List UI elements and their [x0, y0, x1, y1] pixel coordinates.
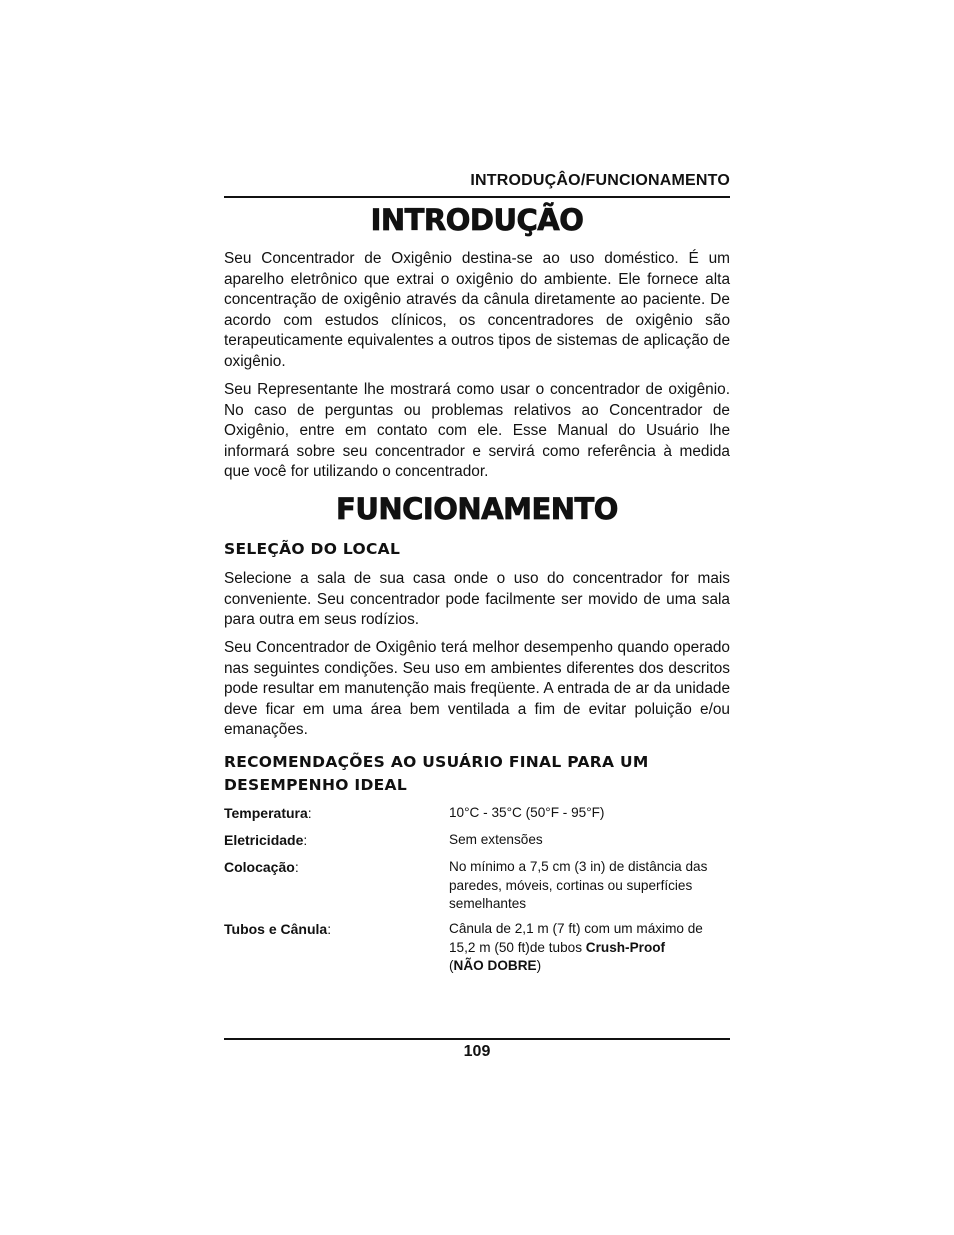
operation-title: FUNCIONAMENTO — [336, 492, 618, 526]
running-head: INTRODUÇÂO/FUNCIONAMENTO — [470, 172, 730, 189]
header-rule — [224, 196, 730, 198]
intro-paragraph-2: Seu Representante lhe mostrará como usar o concentrador de oxigênio. No caso de perguntas ou problemas relativos ao Concentrador de Oxigênio, entre em contato com ele. Esse Manual do Usuário lhe informará sobre seu concentrador e servirá como referência à medida que você for utilizando o concentrador. — [224, 381, 730, 481]
spec-label: Tubos e Cânula: — [224, 921, 332, 937]
spec-value: Sem extensões — [449, 832, 543, 847]
page-number: 109 — [463, 1043, 491, 1060]
location-paragraph-1: Selecione a sala de sua casa onde o uso do concentrador for mais conveniente. Seu concentrador pode facilmente ser movido de uma sala para outra em seus rodízios. — [224, 570, 730, 629]
footer-rule — [224, 1038, 730, 1040]
spec-label: Colocação: — [224, 859, 299, 875]
spec-value: Cânula de 2,1 m (7 ft) com um máximo de 15,2 m (50 ft)de tubos Crush-Proof (NÃO DOBRE) — [449, 921, 703, 974]
recommendations-heading: RECOMENDAÇÕES AO USUÁRIO FINAL PARA UM DESEMPENHO IDEAL — [224, 753, 649, 794]
spec-label: Temperatura: — [224, 805, 312, 821]
spec-value: No mínimo a 7,5 cm (3 in) de distância das paredes, móveis, cortinas ou superfícies semelhantes — [449, 859, 708, 912]
spec-value: 10°C - 35°C (50°F - 95°F) — [449, 805, 605, 820]
introduction-title: INTRODUÇÃO — [370, 203, 584, 237]
intro-paragraph-1: Seu Concentrador de Oxigênio destina-se ao uso doméstico. É um aparelho eletrônico que extrai o oxigênio do ambiente. Ele fornece alta concentração de oxigênio através da cânula diretamente ao paciente. De acordo com estudos clínicos, os concentradores de oxigênio são terapeuticamente equivalentes a outros tipos de sistemas de aplicação de oxigênio. — [224, 250, 730, 370]
spec-label: Eletricidade: — [224, 832, 308, 848]
location-heading: SELEÇÃO DO LOCAL — [224, 540, 401, 558]
location-paragraph-2: Seu Concentrador de Oxigênio terá melhor desempenho quando operado nas seguintes condições. Seu uso em ambientes diferentes dos descritos pode resultar em manutenção mais freqüente. A entrada de ar da unidade deve ficar em uma área bem ventilada a fim de evitar poluição e/ou emanações. — [224, 639, 730, 739]
